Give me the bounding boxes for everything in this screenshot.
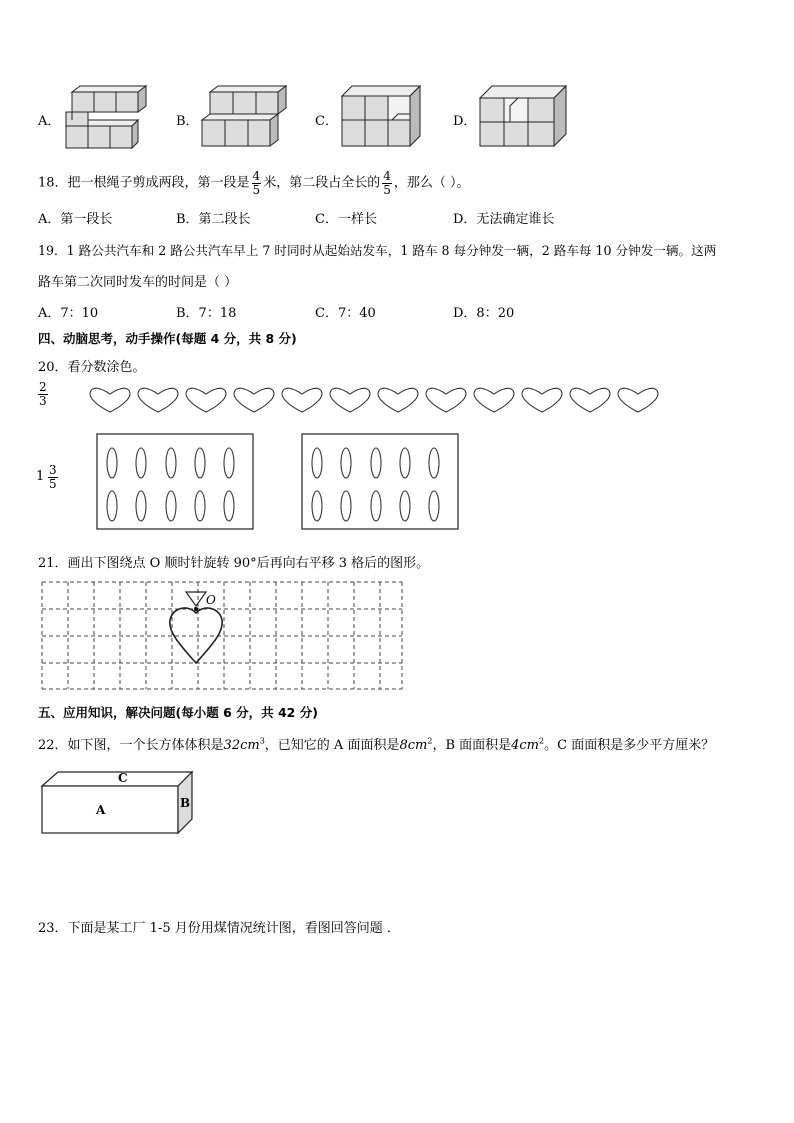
q17-option-a-label: A． (38, 114, 61, 129)
q19-option-c[interactable]: C．7：40 (315, 306, 376, 321)
q18-fraction-2 (382, 170, 392, 196)
q22-text-d: 。C 面面积是多少平方厘米？ (544, 738, 715, 753)
cube-figure-b (200, 84, 292, 152)
ellipse-shape[interactable] (429, 491, 439, 521)
heart-shape[interactable] (330, 388, 370, 412)
q18-frac1-den: 5 (252, 182, 261, 197)
q20-fraction-2-3 (38, 381, 48, 407)
q18-option-d[interactable]: D．无法确定谁长 (453, 212, 555, 227)
heart-shape[interactable] (90, 388, 130, 412)
heart-shape[interactable] (474, 388, 514, 412)
ellipse-shape[interactable] (166, 448, 176, 478)
point-o-label: O (206, 593, 216, 607)
heart-shape[interactable] (186, 388, 226, 412)
q19-option-b[interactable]: B．7：18 (176, 306, 237, 321)
ellipse-shape[interactable] (312, 448, 322, 478)
cube-figure-a (62, 84, 154, 152)
q20-question: 20．看分数涂色。 (38, 360, 146, 375)
heart-shape[interactable] (138, 388, 178, 412)
face-a-label: A (96, 803, 106, 817)
ellipse-shape[interactable] (400, 448, 410, 478)
q22-volume-unit: cm (240, 738, 260, 753)
cuboid-figure (40, 770, 196, 836)
q18-prefix: 18．把一根绳子剪成两段，第一段是 (38, 175, 250, 191)
q18-frac2-num: 4 (383, 169, 391, 183)
q17-option-c-label: C． (315, 114, 338, 129)
ellipse-shape[interactable] (224, 491, 234, 521)
q22-text-c: ，B 面面积是 (432, 738, 512, 753)
cube-figure-d (476, 84, 572, 152)
heart-shape[interactable] (426, 388, 466, 412)
heart-shape[interactable] (570, 388, 610, 412)
q19-option-d[interactable]: D．8：20 (453, 306, 515, 321)
q18-question (38, 170, 469, 196)
q22-area-b-unit: cm (519, 738, 540, 753)
q22-area-b-value: 4 (511, 738, 520, 753)
q18-option-a[interactable]: A．第一段长 (38, 212, 113, 227)
q21-text: 21．画出下图绕点 O 顺时针旋转 90°后再向右平移 3 格后的图形。 (38, 556, 430, 571)
q22-area-a-unit: cm (407, 738, 428, 753)
section-5-title: 五、应用知识，解决问题(每小题 6 分，共 42 分) (38, 705, 318, 720)
q22-area-a-exp: 2 (427, 736, 433, 746)
ellipse-shape[interactable] (166, 491, 176, 521)
dashed-grid[interactable] (40, 580, 406, 692)
q22-question (38, 734, 714, 753)
q23-question: 23．下面是某工厂 1-5 月份用煤情况统计图，看图回答问题 ． (38, 921, 400, 936)
q19-line-1: 19．1 路公共汽车和 2 路公共汽车早上 7 时同时从起始站发车，1 路车 8 每分钟发一辆，2 路车每 10 分钟发一辆。这两 (38, 243, 717, 258)
q22-volume-exp: 3 (259, 736, 265, 746)
ellipse-shape[interactable] (371, 448, 381, 478)
heart-shape[interactable] (522, 388, 562, 412)
q19-option-a[interactable]: A．7：10 (38, 306, 99, 321)
heart-shape[interactable] (234, 388, 274, 412)
ellipse-shape[interactable] (371, 491, 381, 521)
ellipse-shape[interactable] (107, 448, 117, 478)
ellipse-shape[interactable] (400, 491, 410, 521)
cube-figure-c (338, 84, 430, 152)
q20-mixed-num: 3 (49, 463, 57, 477)
ellipse-shape[interactable] (341, 491, 351, 521)
ellipse-shape[interactable] (107, 491, 117, 521)
heart-shape[interactable] (378, 388, 418, 412)
q22-text-a: 22．如下图，一个长方体体积是 (38, 738, 224, 753)
ellipse-box-1 (96, 433, 256, 531)
q20-frac-num: 2 (39, 380, 47, 394)
face-b-label: B (180, 796, 191, 810)
q22-volume-value: 32 (223, 738, 241, 753)
q18-option-b[interactable]: B．第二段长 (176, 212, 251, 227)
q18-frac2-den: 5 (383, 182, 391, 197)
q22-area-a-value: 8 (399, 738, 408, 753)
q20-frac-den: 3 (39, 393, 47, 408)
q22-text-b: ，已知它的 A 面面积是 (264, 738, 400, 753)
q22-area-b-exp: 2 (539, 736, 545, 746)
ellipse-shape[interactable] (195, 491, 205, 521)
q20-mixed-fraction (48, 464, 58, 490)
q17-option-d-label: D． (453, 114, 477, 129)
q20-mixed-whole: 1 (36, 469, 45, 484)
ellipse-shape[interactable] (312, 491, 322, 521)
q20-mixed-den: 5 (49, 476, 57, 491)
section-4-title: 四、动脑思考，动手操作(每题 4 分，共 8 分) (38, 331, 297, 346)
ellipse-shape[interactable] (136, 448, 146, 478)
ellipse-shape[interactable] (224, 448, 234, 478)
q18-fraction-1 (252, 170, 262, 196)
q19-line-2: 路车第二次同时发车的时间是（ ） (38, 275, 238, 290)
q18-frac1-num: 4 (252, 169, 261, 183)
q21-question (38, 552, 429, 571)
ellipse-shape[interactable] (341, 448, 351, 478)
heart-shape[interactable] (618, 388, 658, 412)
heart-shape[interactable] (282, 388, 322, 412)
ellipse-box-2 (301, 433, 461, 531)
ellipse-shape[interactable] (136, 491, 146, 521)
q17-option-b-label: B． (176, 114, 199, 129)
ellipse-shape[interactable] (195, 448, 205, 478)
q18-option-c[interactable]: C．一样长 (315, 212, 377, 227)
hearts-row (88, 386, 663, 416)
face-c-label: C (118, 771, 128, 785)
ellipse-shape[interactable] (429, 448, 439, 478)
q18-mid: 米，第二段占全长的 (263, 175, 381, 191)
q18-suffix: ，那么（ ）。 (393, 175, 470, 191)
